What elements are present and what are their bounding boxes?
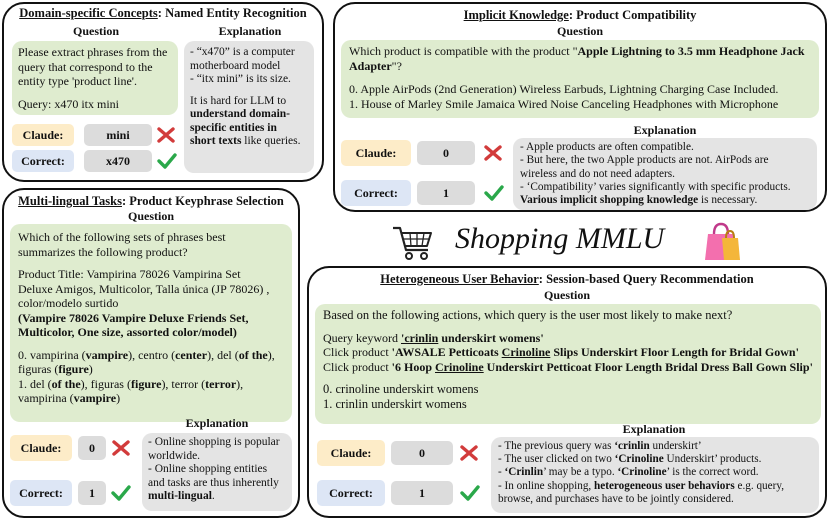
- action-line: [323, 345, 813, 360]
- action-bold: Slips Underskirt Floor Length for Bridal Gown': [550, 345, 799, 359]
- explanation-text: ’ is the correct word.: [666, 466, 759, 479]
- panel-title-main: Domain-specific Concepts: [19, 6, 158, 20]
- center-title: Shopping MMLU: [455, 222, 665, 255]
- action-bold: '6 Hoop: [391, 359, 435, 374]
- explanation-line: browse, and purchases have to be jointly considered.: [498, 492, 734, 505]
- action-line: [323, 331, 813, 346]
- question-line: Please extract phrases from the: [18, 45, 168, 59]
- explanation-line: wireless and do not need adapters.: [520, 167, 675, 180]
- explanation-box: [142, 433, 292, 511]
- claude-answer: 0: [78, 436, 106, 460]
- question-text: Which product is compatible with the product ": [349, 44, 578, 58]
- explanation-text: e.g. query,: [734, 479, 784, 492]
- action-text: Query keyword: [323, 330, 401, 345]
- option-text: 1. del (: [18, 376, 52, 391]
- option-text: ),: [267, 347, 275, 362]
- product-line: color/modelo surtido: [18, 296, 119, 310]
- check-icon: [110, 482, 132, 504]
- option-text: ): [88, 362, 93, 376]
- option-bold: vampire: [73, 391, 117, 405]
- option-bold: vampire: [85, 347, 129, 362]
- translation-line: (Vampire 78026 Vampire Deluxe Friends Set,: [18, 310, 249, 325]
- explanation-line: - “itx mini” is its size.: [190, 73, 291, 85]
- claude-answer: mini: [84, 124, 152, 146]
- explanation-text: like queries.: [241, 135, 301, 147]
- explanation-text: -: [498, 466, 505, 479]
- panel-title: [309, 272, 825, 287]
- explanation-heading: Explanation: [622, 422, 686, 436]
- explanation-line: and tasks are thus inherently: [148, 476, 279, 489]
- option-text: ),: [236, 376, 244, 391]
- action-bold: Underskirt Petticoat Floor Length Bridal Dress Ball Gown Slip': [483, 359, 813, 374]
- question-bold: Adapter: [349, 58, 392, 73]
- action-bold: Crinoline: [501, 345, 551, 359]
- panel-heterogeneous-behavior: [307, 266, 827, 518]
- option-line: [18, 362, 284, 377]
- panel-multi-lingual: [2, 188, 300, 518]
- correct-label: Correct:: [12, 150, 74, 172]
- explanation-line: - Apple products are often compatible.: [520, 141, 694, 153]
- explanation-line: motherboard model: [190, 59, 281, 72]
- explanation-bold: ‘Crinoline: [617, 466, 667, 479]
- explanation-line: [498, 466, 812, 479]
- option-bold: of the: [238, 347, 268, 362]
- option-line: 1. crinlin underskirt womens: [323, 396, 467, 411]
- option-bold: of the: [51, 376, 81, 391]
- option-bold: figure: [58, 362, 89, 376]
- query-line: Query: x470 itx mini: [18, 96, 119, 111]
- option-text: figuras (: [18, 362, 59, 376]
- correct-answer: 1: [78, 481, 106, 505]
- action-text: Click product: [323, 359, 392, 374]
- action-text: Click product: [323, 345, 392, 359]
- check-icon: [156, 150, 178, 172]
- question-text: "?: [391, 58, 402, 73]
- option-text: ), terror (: [161, 376, 206, 391]
- option-text: ), figuras (: [80, 376, 131, 391]
- explanation-line: - “x470” is a computer: [190, 46, 295, 58]
- explanation-text: .: [211, 490, 215, 502]
- panel-title-sub: : Product Compatibility: [568, 8, 697, 22]
- product-line: Product Title: Vampirina 78026 Vampirina Set: [18, 267, 241, 281]
- question-box: [12, 41, 178, 115]
- option-bold: terror: [205, 376, 237, 391]
- translation-line: Multicolor, One size, assorted color/model): [18, 325, 237, 339]
- panel-title-sub: : Product Keyphrase Selection: [121, 194, 284, 208]
- explanation-bold: ‘Crinoline: [614, 453, 664, 466]
- question-line: Which of the following sets of phrases best: [18, 230, 226, 244]
- check-icon: [483, 182, 505, 204]
- explanation-line: [498, 453, 812, 466]
- check-icon: [459, 482, 481, 504]
- action-bold: underskirt womens': [438, 330, 544, 345]
- question-heading: Question: [556, 24, 603, 38]
- explanation-heading: Explanation: [218, 24, 282, 38]
- correct-answer: 1: [417, 181, 475, 205]
- option-line: [18, 377, 284, 392]
- option-text: ), del (: [207, 347, 239, 362]
- claude-answer: 0: [391, 441, 453, 465]
- question-bold: Apple Lightning to 3.5 mm Headphone Jack: [577, 44, 805, 58]
- explanation-bold: short texts: [190, 135, 242, 147]
- explanation-bold: Various implicit shopping knowledge: [520, 194, 699, 207]
- question-line: [349, 59, 811, 74]
- claude-label: Claude:: [12, 124, 74, 146]
- option-text: ), centro (: [128, 347, 176, 362]
- panel-title-main: Heterogeneous User Behavior: [380, 272, 539, 286]
- explanation-box: [513, 138, 817, 210]
- explanation-text: underskirt’: [649, 440, 702, 452]
- explanation-bold: understand domain-: [190, 108, 291, 120]
- correct-label: Correct:: [341, 180, 411, 206]
- claude-label: Claude:: [10, 435, 72, 461]
- panel-implicit-knowledge: [333, 2, 827, 212]
- panel-title-main: Multi-lingual Tasks: [18, 194, 122, 208]
- explanation-bold: multi-lingual: [148, 490, 212, 502]
- explanation-heading: Explanation: [633, 123, 697, 137]
- explanation-line: It is hard for LLM to: [190, 94, 287, 107]
- explanation-line: - Online shopping is popular: [148, 436, 280, 448]
- explanation-bold: specific entities in: [190, 121, 277, 134]
- explanation-bold: heterogeneous user behaviors: [594, 479, 735, 492]
- option-line: 1. House of Marley Smile Jamaica Wired Noise Canceling Headphones with Microphone: [349, 96, 779, 111]
- panel-title-sub: : Named Entity Recognition: [157, 6, 307, 20]
- question-line: [349, 44, 811, 59]
- panel-title: [335, 8, 825, 23]
- panel-title: [4, 194, 298, 209]
- claude-label: Claude:: [317, 440, 385, 466]
- explanation-box: [491, 437, 819, 513]
- panel-domain-specific: [2, 2, 324, 182]
- explanation-bold: ‘crinlin: [614, 440, 650, 452]
- option-line: 0. Apple AirPods (2nd Generation) Wireless Earbuds, Lightning Charging Case Included.: [349, 82, 779, 96]
- claude-answer: 0: [417, 141, 475, 165]
- action-bold: 'AWSALE Petticoats: [391, 345, 502, 359]
- option-bold: figure: [130, 376, 162, 391]
- product-line: Deluxe Amigos, Multicolor, Talla única (JP 78026) ,: [18, 281, 270, 296]
- panel-title-main: Implicit Knowledge: [463, 8, 569, 22]
- question-line: query that correspond to the: [18, 59, 153, 74]
- cross-icon: [483, 143, 503, 163]
- question-heading: Question: [543, 288, 590, 302]
- option-bold: center: [175, 347, 208, 362]
- explanation-line: - ‘Compatibility’ varies significantly with specific products.: [520, 180, 791, 193]
- correct-label: Correct:: [317, 480, 385, 506]
- cross-icon: [156, 125, 176, 145]
- explanation-heading: Explanation: [185, 416, 249, 430]
- panel-title-sub: : Session-based Query Recommendation: [538, 272, 754, 286]
- question-box: [10, 224, 292, 422]
- correct-answer: 1: [391, 481, 453, 505]
- question-heading: Question: [127, 209, 174, 223]
- explanation-line: [148, 490, 286, 504]
- correct-answer: x470: [84, 150, 152, 172]
- explanation-text: ’ may be a typo.: [543, 466, 618, 479]
- explanation-line: worldwide.: [148, 449, 201, 462]
- question-box: [315, 304, 821, 424]
- option-line: [18, 348, 284, 363]
- option-text: vampirina (: [18, 391, 74, 405]
- option-line: [18, 391, 284, 406]
- option-text: ): [116, 391, 121, 405]
- explanation-line: [498, 440, 812, 453]
- explanation-text: - In online shopping,: [498, 479, 595, 492]
- explanation-text: Underskirt’ products.: [663, 453, 762, 466]
- question-box: [341, 40, 819, 118]
- explanation-text: - The user clicked on two: [498, 453, 615, 466]
- explanation-text: - The previous query was: [498, 440, 615, 452]
- action-bold: Crinoline: [435, 359, 484, 374]
- cross-icon: [111, 438, 131, 458]
- explanation-text: is necessary.: [698, 194, 758, 207]
- question-line: summarizes the following product?: [18, 244, 188, 259]
- explanation-line: - Online shopping entities: [148, 463, 268, 475]
- shopping-bag-icon: [703, 220, 741, 262]
- action-line: [323, 360, 813, 375]
- shopping-cart-icon: [390, 223, 436, 263]
- explanation-line: [498, 480, 812, 493]
- question-line: Based on the following actions, which query is the user most likely to make next?: [323, 308, 733, 322]
- option-line: 0. crinoline underskirt womens: [323, 382, 479, 396]
- action-bold: 'crinlin: [400, 330, 439, 345]
- question-heading: Question: [72, 24, 119, 38]
- explanation-line: [520, 194, 810, 207]
- question-line: entity type 'product line'.: [18, 74, 137, 88]
- explanation-line: [190, 135, 308, 149]
- explanation-bold: ‘Crinlin: [504, 466, 544, 479]
- explanation-box: [184, 41, 314, 173]
- panel-title: [4, 6, 322, 21]
- cross-icon: [459, 443, 479, 463]
- option-text: 0. vampirina (: [18, 347, 86, 362]
- claude-label: Claude:: [341, 140, 411, 166]
- explanation-line: - But here, the two Apple products are not. AirPods are: [520, 154, 769, 167]
- correct-label: Correct:: [10, 480, 72, 506]
